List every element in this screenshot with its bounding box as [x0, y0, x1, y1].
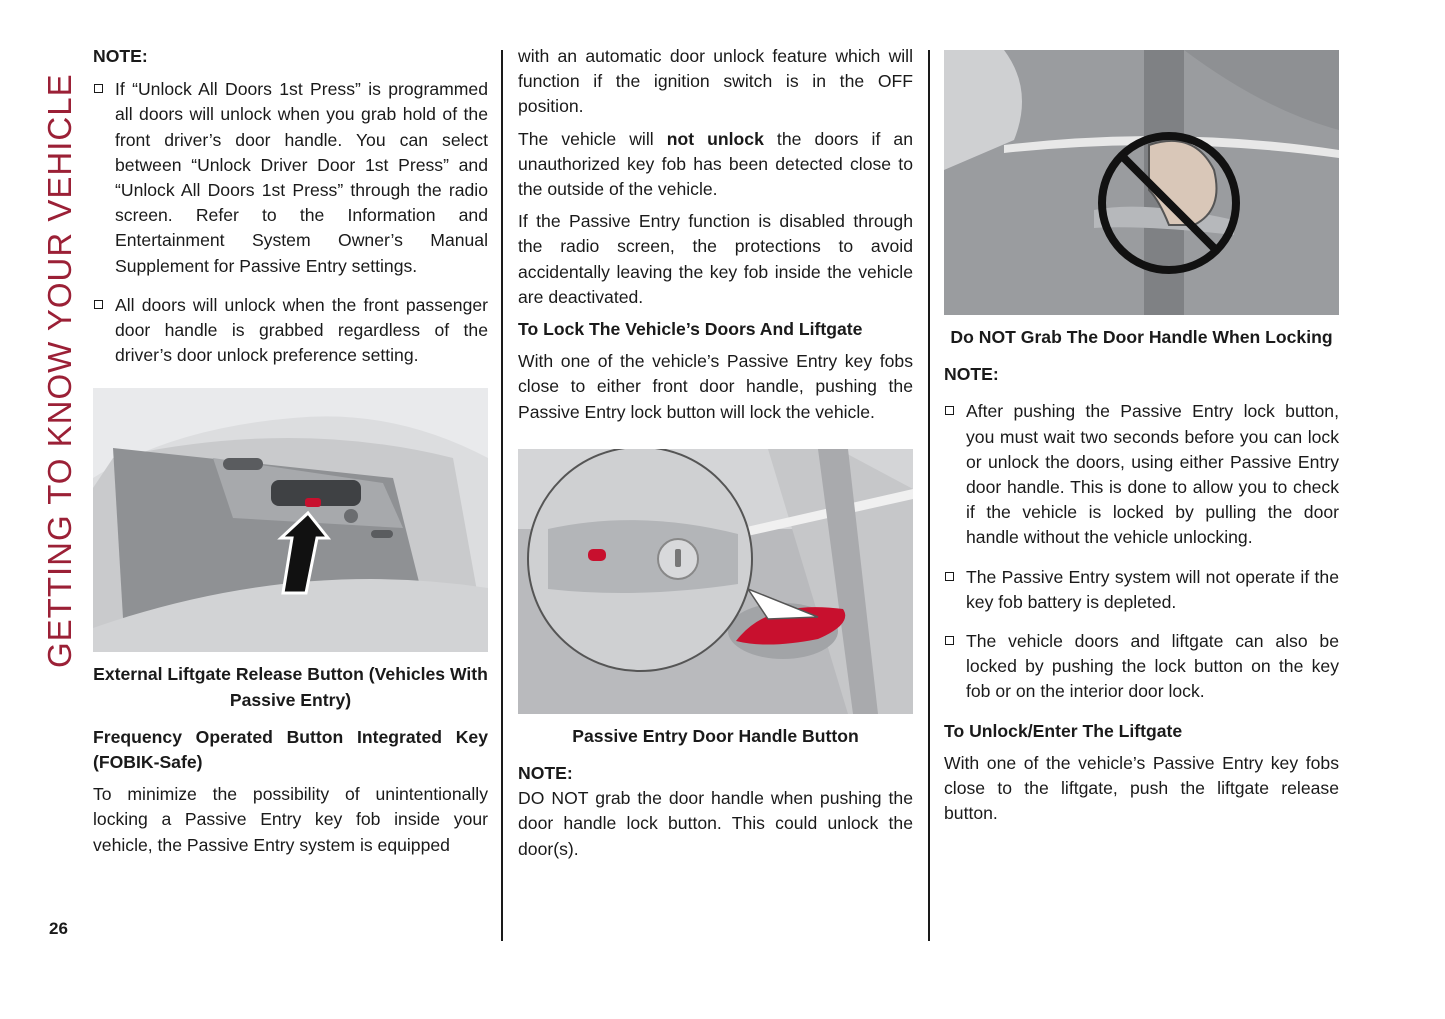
section-title: GETTING TO KNOW YOUR VEHICLE [41, 73, 78, 668]
note-label: NOTE: [518, 763, 573, 784]
column-divider [928, 50, 930, 941]
figure-caption: Passive Entry Door Handle Button [572, 725, 859, 746]
column-2 [518, 44, 913, 869]
note-label: NOTE: [944, 364, 999, 385]
figure-caption: External Liftgate Release Button (Vehicles With Passive Entry) [93, 664, 488, 710]
figure-caption: Do NOT Grab The Door Handle When Locking [950, 327, 1333, 347]
list-item [944, 565, 1339, 615]
list-item-text: The Passive Entry system will not operate if the key fob battery is depleted. [966, 566, 1339, 612]
paragraph: With one of the vehicle’s Passive Entry key fobs close to either front door handle, pushing the Passive Entry lock button will lock the vehicle. [518, 351, 913, 422]
do-not-grab-handle-image [944, 50, 1339, 315]
section-heading: To Lock The Vehicle’s Doors And Liftgate [518, 319, 863, 340]
list-item-text: The vehicle doors and liftgate can also be locked by pushing the lock button on the key fob or on the interior door lock. [966, 631, 1339, 702]
paragraph: With one of the vehicle’s Passive Entry key fobs close to the liftgate, push the liftgate release button. [944, 752, 1339, 824]
column-divider [501, 50, 503, 941]
paragraph: If the Passive Entry function is disabled through the radio screen, the protections to avoid accidentally leaving the key fob inside the vehicle are deactivated. [518, 211, 913, 307]
column-1 [93, 44, 488, 865]
liftgate-release-button-image [93, 388, 488, 652]
emphasis-text: not unlock [666, 128, 764, 149]
page-number: 26 [49, 919, 68, 938]
checkbox-bullet-icon [94, 300, 103, 309]
door-handle-button-image [518, 449, 913, 714]
checkbox-bullet-icon [94, 84, 103, 93]
list-item [93, 77, 488, 279]
column-3 [944, 50, 1339, 833]
list-item-text: If “Unlock All Doors 1st Press” is programmed all doors will unlock when you grab hold of the front driver’s door handle. You can select between “Unlock Driver Door 1st Press” and “Unlock All Doors 1st Press” through the radio screen. Refer to the Information and Entertainment System Owner’s Manual Supplement for Passive Entry settings. [115, 79, 488, 276]
section-heading: To Unlock/Enter The Liftgate [944, 720, 1183, 741]
list-item [944, 399, 1339, 550]
paragraph: The vehicle will not unlock the doors if an unauthorized key fob has been detected close to the outside of the vehicle. [518, 128, 913, 200]
checkbox-bullet-icon [945, 572, 954, 581]
list-item-text: All doors will unlock when the front passenger door handle is grabbed regardless of the driver’s door unlock preference setting. [115, 294, 488, 366]
note-label: NOTE: [93, 46, 148, 66]
paragraph: with an automatic door unlock feature which will function if the ignition switch is in the OFF position. [518, 46, 913, 117]
list-item-text: After pushing the Passive Entry lock button, you must wait two seconds before you can lock or unlock the doors, using either Passive Entry door handle. This is done to allow you to check if the vehicle is locked by pulling the door handle without the vehicle unlocking. [966, 401, 1339, 548]
list-item [944, 629, 1339, 705]
checkbox-bullet-icon [945, 636, 954, 645]
paragraph: To minimize the possibility of unintentionally locking a Passive Entry key fob inside your vehicle, the Passive Entry system is equipped [93, 784, 488, 855]
list-item [93, 293, 488, 369]
checkbox-bullet-icon [945, 406, 954, 415]
section-heading: Frequency Operated Button Integrated Key (FOBIK-Safe) [93, 726, 488, 773]
note-text: DO NOT grab the door handle when pushing the door handle lock button. This could unlock the door(s). [518, 788, 913, 859]
